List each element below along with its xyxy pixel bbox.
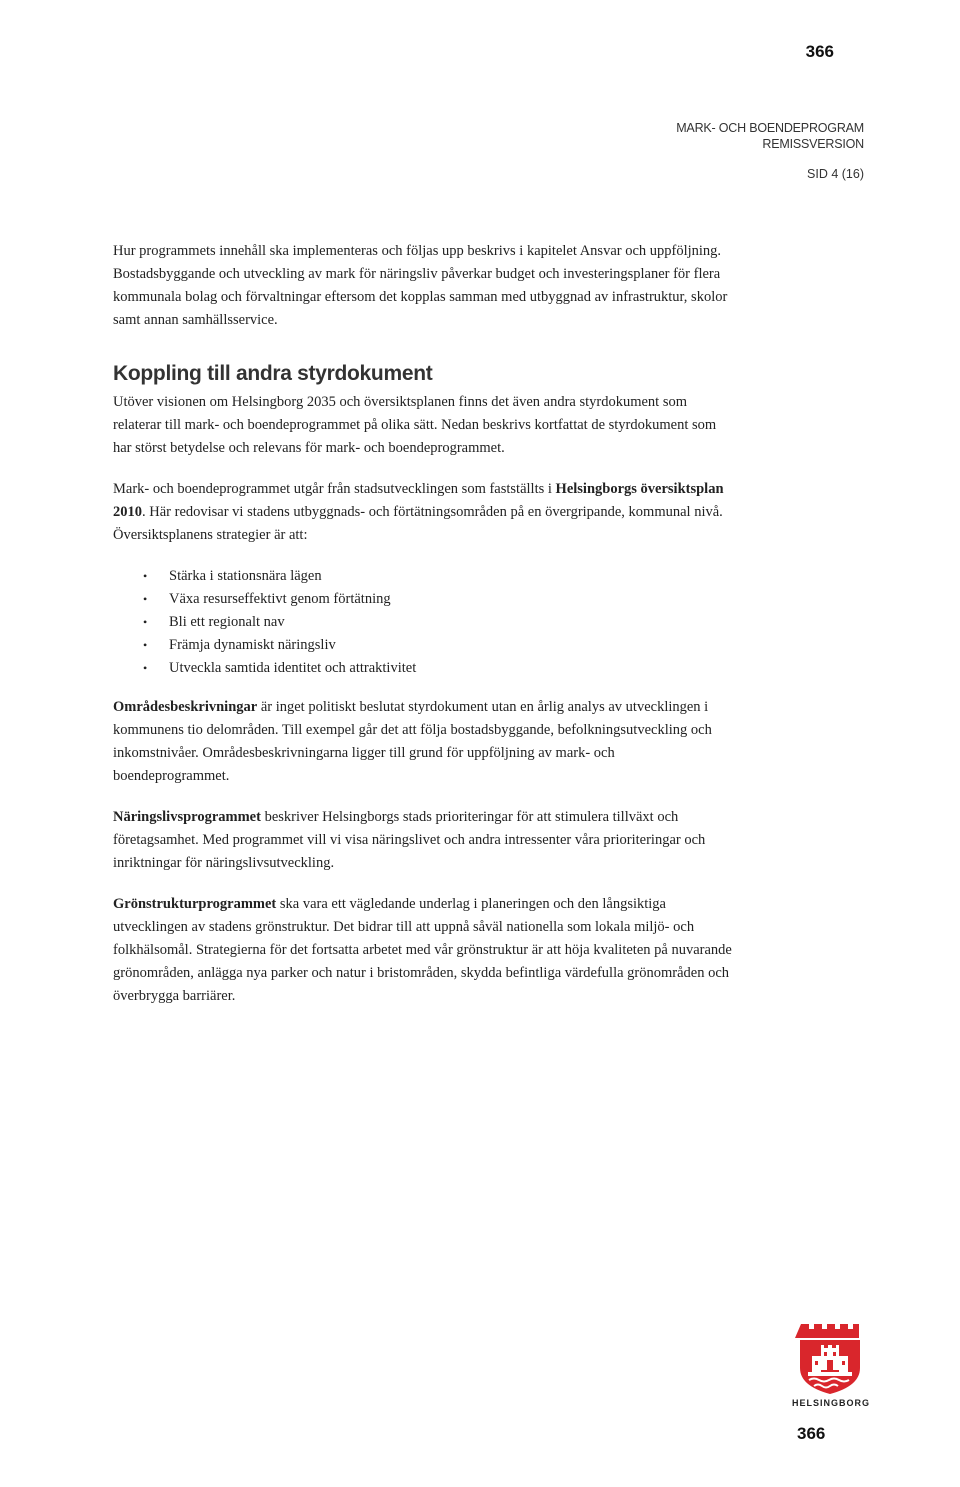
logo-wordmark: HELSINGBORG [791, 1398, 870, 1408]
list-item-text: Utveckla samtida identitet och attraktivitet [169, 660, 417, 676]
bullet-icon: • [143, 661, 148, 675]
list-item [143, 611, 733, 634]
list-item [143, 565, 733, 588]
section-heading: Koppling till andra styrdokument [113, 362, 433, 385]
bullet-icon: • [143, 615, 148, 629]
naringslivsprogrammet-text: beskriver Helsingborgs stads prioriteringar för att stimulera tillväxt och företagsamhet. Med programmet vill vi visa näringslivet och andra intressenter våra prioriteringar och inriktningar för näringslivsutveckling. [113, 809, 706, 871]
list-item-text: Växa resurseffektivt genom förtätning [169, 591, 391, 607]
osp-bold-term: Helsingborgs översiktsplan 2010 [113, 481, 724, 520]
bullet-icon: • [143, 638, 148, 652]
list-item [143, 657, 733, 680]
list-item-text: Bli ett regionalt nav [169, 614, 285, 630]
document-header [676, 120, 864, 152]
naringslivsprogrammet-paragraph [113, 806, 733, 875]
gronstrukturprogrammet-paragraph [113, 893, 733, 1008]
gronstrukturprogrammet-text: ska vara ett vägledande underlag i planeringen och den långsiktiga utvecklingen av stadens grönstruktur. Det bidrar till att uppnå såväl nationella som lokala miljö- och folkhälsomål. Strategierna för det fortsatta arbetet med vår grönstruktur är att höja kvaliteten på nuvarande grönområden, anlägga nya parker och natur i bristområden, skydda befintliga värdefulla grönområden och överbrygga barriärer. [113, 896, 732, 1004]
intro-paragraph: Hur programmets innehåll ska implementeras och följas upp beskrivs i kapitelet Ansvar och uppföljning. Bostadsbyggande och utveckling av mark för näringsliv påverkar budget och investeringsplaner för flera kommunala bolag och förvaltningar eftersom det kopplas samman med utbyggnad av infrastruktur, skolor samt annan samhällsservice. [113, 243, 728, 328]
page-number-bottom: 366 [797, 1424, 826, 1443]
section-intro-paragraph: Utöver visionen om Helsingborg 2035 och översiktsplanen finns det även andra styrdokument som relaterar till mark- och boendeprogrammet på olika sätt. Nedan beskrivs kortfattat de styrdokument som har störst betydelse och relevans för mark- och boendeprogrammet. [113, 394, 717, 456]
header-page-ref: SID 4 (16) [807, 167, 864, 181]
omradesbeskrivningar-term: Områdesbeskrivningar [113, 699, 258, 715]
header-version: REMISSVERSION [762, 137, 864, 151]
omradesbeskrivningar-text: är inget politiskt beslutat styrdokument utan en årlig analys av utvecklingen i kommunens tio delområden. Till exempel går det att följa bostadsbyggande, befolkningsutveckling och inkomstnivåer. Områdesbeskrivningarna ligger till grund för uppföljning av mark- och boendeprogrammet. [113, 699, 712, 784]
bullet-icon: • [143, 592, 148, 606]
naringslivsprogrammet-term: Näringslivsprogrammet [113, 809, 261, 825]
strategy-list [113, 565, 733, 680]
osp-text-before: Mark- och boendeprogrammet utgår från stadsutvecklingen som fastställts i [113, 481, 556, 497]
gronstrukturprogrammet-term: Grönstrukturprogrammet [113, 896, 277, 912]
omradesbeskrivningar-paragraph [113, 696, 733, 788]
bullet-icon: • [143, 569, 148, 583]
osp-text-after: . Här redovisar vi stadens utbyggnads- och förtätningsområden på en övergripande, kommunal nivå. Översiktsplanens strategier är att: [113, 504, 723, 543]
helsingborg-logo-icon [795, 1320, 865, 1394]
list-item [143, 588, 733, 611]
list-item [143, 634, 733, 657]
page-number-top: 366 [805, 42, 834, 61]
document-body [113, 240, 733, 1026]
list-item-text: Stärka i stationsnära lägen [169, 568, 322, 584]
list-item-text: Främja dynamiskt näringsliv [169, 637, 336, 653]
header-program-title: MARK- OCH BOENDEPROGRAM [676, 121, 864, 135]
osp-paragraph [113, 478, 733, 547]
